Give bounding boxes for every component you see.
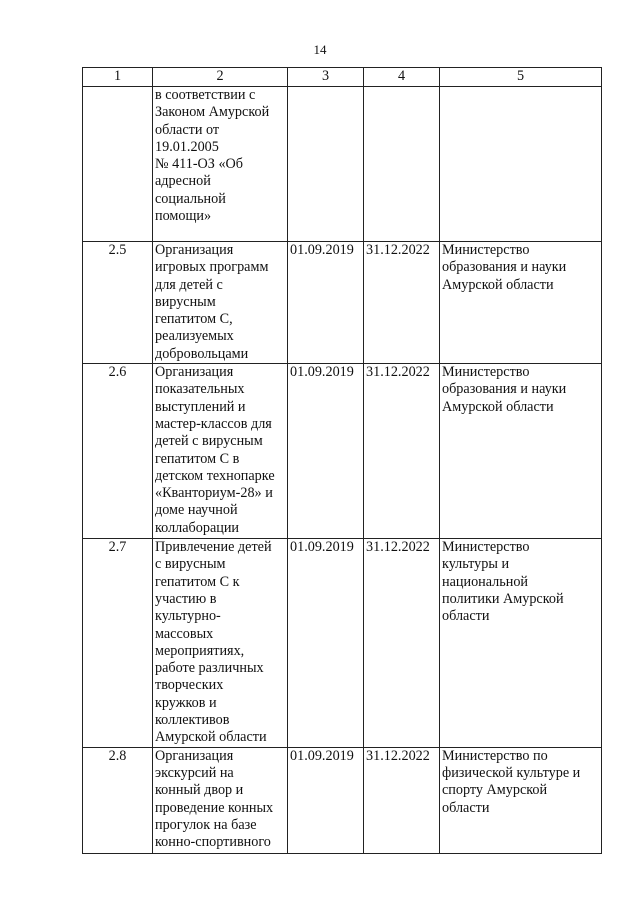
event-text: Организация показательных выступлений и мастер-классов для детей с вирусным гепатитом С в детском технопарке «Кванториум-28» и доме научной коллаборации	[155, 364, 275, 536]
event-text: Организация игровых программ для детей с вирусным гепатитом С, реализуемых добровольцами	[155, 242, 269, 362]
start-date: 01.09.2019	[288, 242, 364, 364]
responsible-text: Министерство по физической культуре и спорту Амурской области	[442, 747, 581, 816]
start-date	[288, 87, 364, 242]
row-number: 2.5	[83, 242, 153, 364]
responsible-text: Министерство образования и науки Амурской области	[442, 242, 567, 293]
responsible-text: Министерство культуры и национальной политики Амурской области	[442, 539, 564, 625]
row-number: 2.8	[83, 747, 153, 853]
responsible-cell	[440, 242, 602, 364]
responsible-cell	[440, 539, 602, 748]
column-header-2: 2	[153, 68, 288, 87]
start-date: 01.09.2019	[288, 747, 364, 853]
event-cell	[153, 539, 288, 748]
event-cell	[153, 364, 288, 539]
end-date	[364, 87, 440, 242]
event-cell	[153, 87, 288, 242]
measures-table	[82, 67, 602, 854]
column-header-4: 4	[364, 68, 440, 87]
row-number: 2.7	[83, 539, 153, 748]
column-header-5: 5	[440, 68, 602, 87]
end-date: 31.12.2022	[364, 539, 440, 748]
responsible-cell	[440, 364, 602, 539]
end-date: 31.12.2022	[364, 747, 440, 853]
start-date: 01.09.2019	[288, 364, 364, 539]
table-row	[83, 242, 602, 364]
responsible-cell	[440, 747, 602, 853]
table-row	[83, 87, 602, 242]
column-header-3: 3	[288, 68, 364, 87]
page-number: 14	[313, 42, 327, 57]
table-row	[83, 364, 602, 539]
event-text: Привлечение детей с вирусным гепатитом С к участию в культурно- массовых мероприятиях, работе различных творческих кружков и коллективов Амурской области	[155, 539, 272, 746]
row-number: 2.6	[83, 364, 153, 539]
column-header-1: 1	[83, 68, 153, 87]
end-date: 31.12.2022	[364, 364, 440, 539]
responsible-text: Министерство образования и науки Амурской области	[442, 364, 567, 415]
start-date: 01.09.2019	[288, 539, 364, 748]
event-text: в соответствии с Законом Амурской области от 19.01.2005 № 411-ОЗ «Об адресной социальной помощи»	[155, 87, 270, 225]
row-number	[83, 87, 153, 242]
event-text: Организация экскурсий на конный двор и проведение конных прогулок на базе конно-спортивного	[155, 747, 274, 851]
event-cell	[153, 747, 288, 853]
event-cell	[153, 242, 288, 364]
end-date: 31.12.2022	[364, 242, 440, 364]
table-header-row	[83, 68, 602, 87]
responsible-cell	[440, 87, 602, 242]
table-row	[83, 539, 602, 748]
table-row	[83, 747, 602, 853]
